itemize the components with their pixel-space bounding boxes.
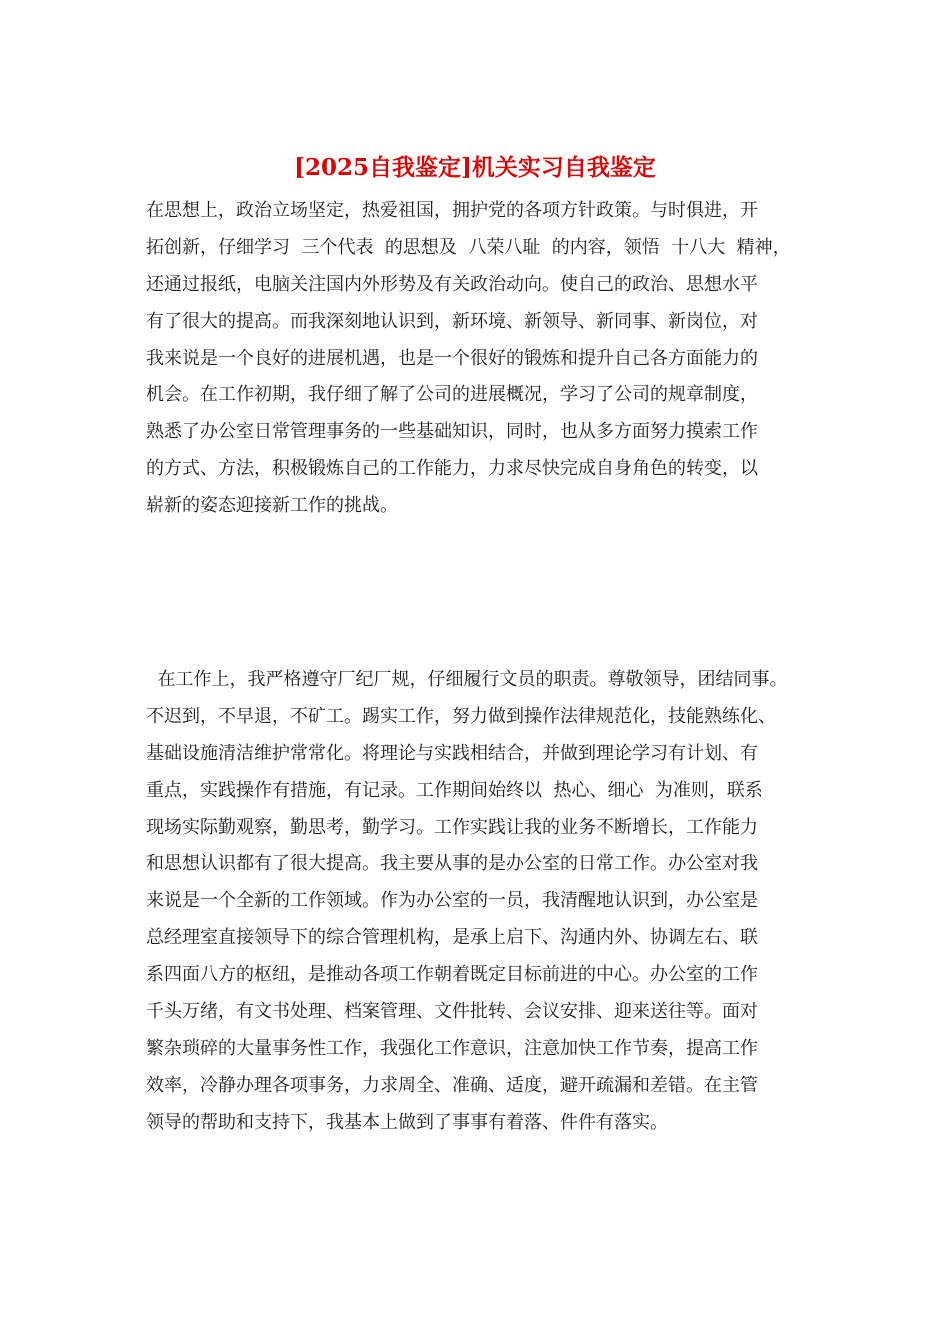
paragraph-work xyxy=(146,662,826,1142)
document-title: [2025自我鉴定]机关实习自我鉴定 xyxy=(294,154,656,181)
paragraph-line: 来说是一个全新的工作领域。作为办公室的一员，我清醒地认识到，办公室是 xyxy=(146,890,758,912)
paragraph-political-thought xyxy=(146,193,826,525)
paragraph-line: 总经理室直接领导下的综合管理机构，是承上启下、沟通内外、协调左右、联 xyxy=(146,927,758,949)
paragraph-line: 拓创新，仔细学习 三个代表 的思想及 八荣八耻 的内容，领悟 十八大 精神， xyxy=(146,236,791,258)
paragraph-line: 还通过报纸，电脑关注国内外形势及有关政治动向。使自己的政治、思想水平 xyxy=(146,273,758,295)
paragraph-line: 和思想认识都有了很大提高。我主要从事的是办公室的日常工作。办公室对我 xyxy=(146,853,758,875)
paragraph-line: 崭新的姿态迎接新工作的挑战。 xyxy=(146,495,398,517)
paragraph-line: 千头万绪，有文书处理、档案管理、文件批转、会议安排、迎来送往等。面对 xyxy=(146,1001,758,1023)
paragraph-line: 在思想上，政治立场坚定，热爱祖国，拥护党的各项方针政策。与时俱进，开 xyxy=(146,200,758,221)
paragraph-line: 在工作上，我严格遵守厂纪厂规，仔细履行文员的职责。尊敬领导，团结同事。 xyxy=(146,669,788,690)
paragraph-line: 不迟到，不早退，不矿工。踢实工作，努力做到操作法律规范化，技能熟练化、 xyxy=(146,705,776,727)
paragraph-line: 繁杂琐碎的大量事务性工作，我强化工作意识，注意加快工作节奏，提高工作 xyxy=(146,1037,758,1059)
paragraph-line: 现场实际勤观察，勤思考，勤学习。工作实践让我的业务不断增长，工作能力 xyxy=(146,816,758,838)
paragraph-line: 系四面八方的枢纽，是推动各项工作朝着既定目标前进的中心。办公室的工作 xyxy=(146,964,758,986)
paragraph-line: 领导的帮助和支持下，我基本上做到了事事有着落、件件有落实。 xyxy=(146,1111,668,1133)
paragraph-line: 机会。在工作初期，我仔细了解了公司的进展概况，学习了公司的规章制度， xyxy=(146,384,758,406)
paragraph-line: 的方式、方法，积极锻炼自己的工作能力，力求尽快完成自身角色的转变，以 xyxy=(146,458,758,480)
paragraph-line: 熟悉了办公室日常管理事务的一些基础知识，同时，也从多方面努力摸索工作 xyxy=(146,421,758,443)
paragraph-line: 有了很大的提高。而我深刻地认识到，新环境、新领导、新同事、新岗位，对 xyxy=(146,310,758,332)
paragraph-line: 我来说是一个良好的进展机遇，也是一个很好的锻炼和提升自己各方面能力的 xyxy=(146,347,758,369)
paragraph-line: 重点，实践操作有措施，有记录。工作期间始终以 热心、细心 为准则，联系 xyxy=(146,779,763,801)
paragraph-line: 基础设施清洁维护常常化。将理论与实践相结合，并做到理论学习有计划、有 xyxy=(146,742,758,764)
paragraph-line: 效率，冷静办理各项事务，力求周全、准确、适度，避开疏漏和差错。在主管 xyxy=(146,1074,758,1096)
